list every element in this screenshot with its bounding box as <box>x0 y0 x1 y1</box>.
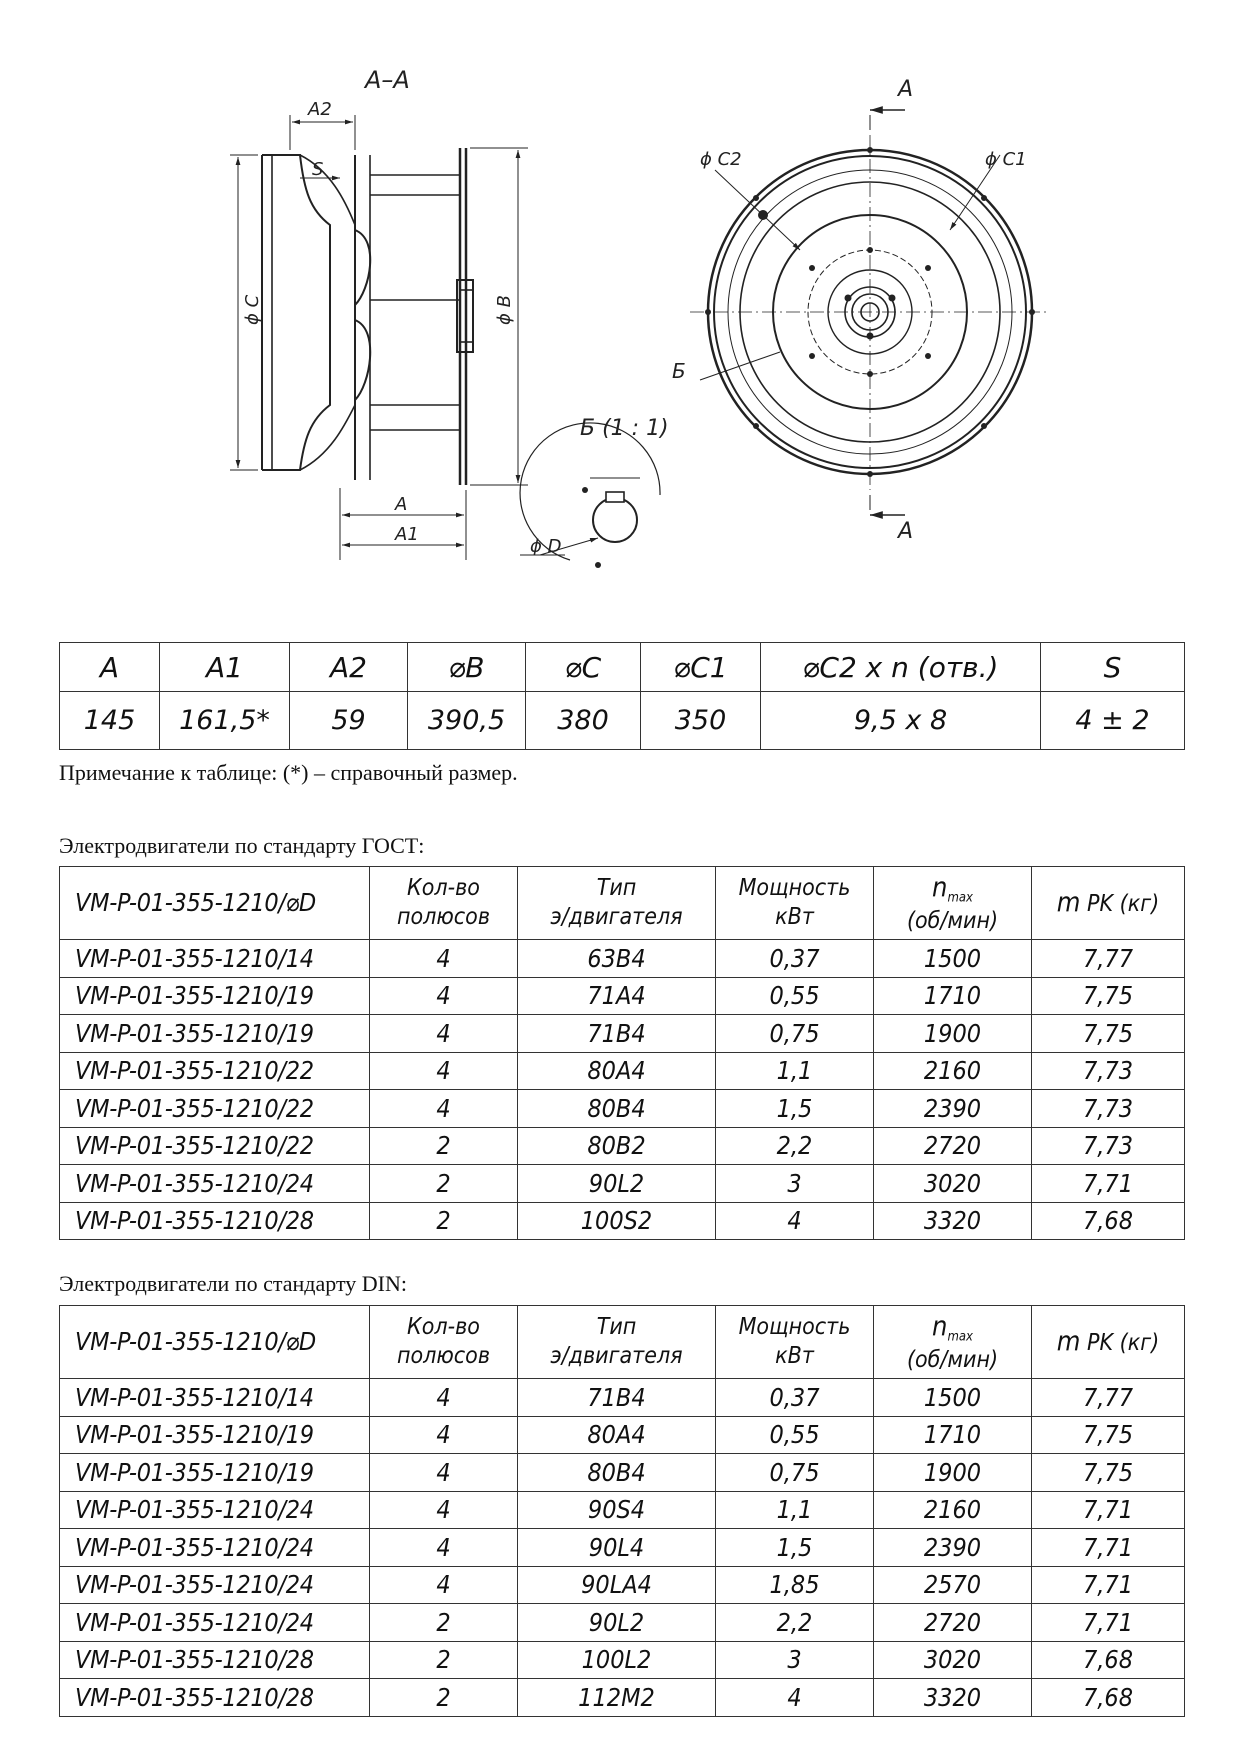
gost-header-mass <box>1032 867 1185 940</box>
din-cell-mass: 7,68 <box>1032 1679 1185 1717</box>
gost-header-power-l1: Мощность <box>738 875 851 902</box>
gost-cell-mass: 7,75 <box>1032 1015 1185 1053</box>
dim-value-c2: 9,5 x 8 <box>761 692 1041 750</box>
gost-cell-model: VM-P-01-355-1210/19 <box>60 1015 370 1053</box>
front-view <box>690 110 1050 515</box>
detail-title: Б (1 : 1) <box>580 416 669 441</box>
din-cell-motor-type: 90S4 <box>518 1491 716 1529</box>
gost-header-poles-l1: Кол-во <box>407 875 480 902</box>
dim-header-c: ⌀C <box>526 643 641 692</box>
din-table-row <box>60 1416 1185 1454</box>
label-b: ϕ B <box>494 295 515 325</box>
gost-header-type-l1: Тип <box>596 875 637 902</box>
din-header-mass-m: m <box>1056 1326 1081 1358</box>
dim-header-a1: A1 <box>160 643 290 692</box>
dim-value-b: 390,5 <box>408 692 526 750</box>
gost-cell-mass: 7,75 <box>1032 977 1185 1015</box>
table-note: Примечание к таблице: (*) – справочный размер. <box>59 760 518 785</box>
din-header-speed <box>874 1306 1032 1379</box>
gost-cell-speed: 3320 <box>874 1202 1032 1240</box>
din-cell-motor-type: 112M2 <box>518 1679 716 1717</box>
din-cell-poles: 2 <box>370 1604 518 1642</box>
din-cell-model: VM-P-01-355-1210/14 <box>60 1379 370 1417</box>
dim-header-s: S <box>1041 643 1185 692</box>
gost-cell-power: 4 <box>716 1202 874 1240</box>
din-cell-power: 0,37 <box>716 1379 874 1417</box>
gost-header-speed <box>874 867 1032 940</box>
technical-drawing <box>0 0 1241 620</box>
gost-table-row <box>60 1090 1185 1128</box>
din-table-row <box>60 1529 1185 1567</box>
dim-value-c: 380 <box>526 692 641 750</box>
section-title: A–A <box>365 66 410 94</box>
gost-motor-table <box>59 866 1185 1240</box>
din-cell-speed: 1710 <box>874 1416 1032 1454</box>
din-motor-table <box>59 1305 1185 1717</box>
gost-cell-poles: 4 <box>370 1090 518 1128</box>
gost-header-speed-unit: (об/мин) <box>906 907 999 934</box>
label-a: A <box>395 494 408 515</box>
gost-cell-speed: 3020 <box>874 1165 1032 1203</box>
din-cell-power: 1,1 <box>716 1491 874 1529</box>
gost-header-model: VM-P-01-355-1210/⌀D <box>60 867 370 940</box>
din-cell-speed: 2720 <box>874 1604 1032 1642</box>
din-cell-power: 4 <box>716 1679 874 1717</box>
din-cell-mass: 7,71 <box>1032 1491 1185 1529</box>
din-header-type-l2: э/двигателя <box>550 1343 683 1369</box>
label-a1: A1 <box>395 524 419 545</box>
din-header-speed-n: n <box>932 1310 948 1342</box>
gost-cell-power: 2,2 <box>716 1127 874 1165</box>
din-cell-motor-type: 90L4 <box>518 1529 716 1567</box>
gost-header-mass-unit: PK (кг) <box>1087 891 1160 918</box>
din-cell-power: 2,2 <box>716 1604 874 1642</box>
gost-cell-mass: 7,68 <box>1032 1202 1185 1240</box>
label-c2: ϕ C2 <box>700 149 742 170</box>
gost-cell-poles: 4 <box>370 940 518 978</box>
gost-cell-motor-type: 80B4 <box>518 1090 716 1128</box>
gost-header-speed-n: n <box>932 871 948 903</box>
din-cell-model: VM-P-01-355-1210/28 <box>60 1679 370 1717</box>
din-header-power-l1: Мощность <box>738 1314 851 1341</box>
din-cell-mass: 7,71 <box>1032 1566 1185 1604</box>
din-cell-speed: 2570 <box>874 1566 1032 1604</box>
gost-cell-power: 1,5 <box>716 1090 874 1128</box>
din-cell-motor-type: 100L2 <box>518 1641 716 1679</box>
din-cell-power: 0,55 <box>716 1416 874 1454</box>
label-s: S <box>312 159 324 180</box>
dimensions-header-row <box>60 643 1185 692</box>
din-cell-poles: 2 <box>370 1679 518 1717</box>
gost-cell-motor-type: 80B2 <box>518 1127 716 1165</box>
din-cell-poles: 4 <box>370 1566 518 1604</box>
dim-header-b: ⌀B <box>408 643 526 692</box>
din-cell-model: VM-P-01-355-1210/24 <box>60 1604 370 1642</box>
gost-cell-speed: 2160 <box>874 1052 1032 1090</box>
gost-cell-model: VM-P-01-355-1210/22 <box>60 1090 370 1128</box>
gost-cell-poles: 4 <box>370 1015 518 1053</box>
din-cell-motor-type: 90L2 <box>518 1604 716 1642</box>
din-cell-speed: 2160 <box>874 1491 1032 1529</box>
din-cell-model: VM-P-01-355-1210/24 <box>60 1491 370 1529</box>
gost-table-row <box>60 1015 1185 1053</box>
gost-cell-motor-type: 71B4 <box>518 1015 716 1053</box>
gost-table-row <box>60 1165 1185 1203</box>
din-table-row <box>60 1491 1185 1529</box>
din-cell-power: 0,75 <box>716 1454 874 1492</box>
dim-value-s: 4 ± 2 <box>1041 692 1185 750</box>
gost-cell-model: VM-P-01-355-1210/24 <box>60 1165 370 1203</box>
gost-header-poles-l2: полюсов <box>396 904 491 930</box>
gost-cell-speed: 1900 <box>874 1015 1032 1053</box>
din-cell-mass: 7,75 <box>1032 1454 1185 1492</box>
din-cell-poles: 4 <box>370 1454 518 1492</box>
din-header-speed-unit: (об/мин) <box>906 1346 999 1373</box>
din-header-mass <box>1032 1306 1185 1379</box>
gost-cell-poles: 2 <box>370 1127 518 1165</box>
gost-table-row <box>60 977 1185 1015</box>
din-cell-model: VM-P-01-355-1210/19 <box>60 1454 370 1492</box>
gost-cell-model: VM-P-01-355-1210/28 <box>60 1202 370 1240</box>
dim-value-a: 145 <box>60 692 160 750</box>
gost-header-row <box>60 867 1185 940</box>
gost-caption: Электродвигатели по стандарту ГОСТ: <box>59 833 425 858</box>
din-cell-model: VM-P-01-355-1210/24 <box>60 1566 370 1604</box>
din-cell-speed: 1500 <box>874 1379 1032 1417</box>
section-view <box>230 115 528 560</box>
label-d: ϕ D <box>530 536 562 557</box>
din-table-row <box>60 1379 1185 1417</box>
din-cell-mass: 7,75 <box>1032 1416 1185 1454</box>
din-cell-power: 3 <box>716 1641 874 1679</box>
gost-header-speed-sub: max <box>947 890 973 906</box>
gost-table-row <box>60 1127 1185 1165</box>
gost-cell-model: VM-P-01-355-1210/14 <box>60 940 370 978</box>
gost-cell-mass: 7,73 <box>1032 1090 1185 1128</box>
gost-cell-poles: 4 <box>370 1052 518 1090</box>
cut-label-top: A <box>898 77 914 102</box>
gost-cell-power: 1,1 <box>716 1052 874 1090</box>
din-table-row <box>60 1604 1185 1642</box>
din-cell-power: 1,5 <box>716 1529 874 1567</box>
gost-header-power <box>716 867 874 940</box>
din-table-row <box>60 1566 1185 1604</box>
din-cell-speed: 1900 <box>874 1454 1032 1492</box>
din-cell-model: VM-P-01-355-1210/19 <box>60 1416 370 1454</box>
din-table-row <box>60 1454 1185 1492</box>
gost-cell-speed: 2720 <box>874 1127 1032 1165</box>
din-cell-motor-type: 80A4 <box>518 1416 716 1454</box>
gost-cell-power: 3 <box>716 1165 874 1203</box>
dimensions-table <box>59 642 1185 750</box>
gost-cell-model: VM-P-01-355-1210/19 <box>60 977 370 1015</box>
din-header-type <box>518 1306 716 1379</box>
gost-cell-motor-type: 90L2 <box>518 1165 716 1203</box>
dim-header-a2: A2 <box>290 643 408 692</box>
cut-label-bottom: A <box>898 519 914 544</box>
gost-cell-power: 0,75 <box>716 1015 874 1053</box>
dim-header-c2: ⌀C2 x n (отв.) <box>761 643 1041 692</box>
gost-cell-model: VM-P-01-355-1210/22 <box>60 1052 370 1090</box>
gost-cell-mass: 7,73 <box>1032 1052 1185 1090</box>
label-detail: Б <box>672 359 686 383</box>
din-cell-speed: 2390 <box>874 1529 1032 1567</box>
din-header-poles-l2: полюсов <box>396 1343 491 1369</box>
din-cell-poles: 4 <box>370 1491 518 1529</box>
dim-header-c1: ⌀C1 <box>641 643 761 692</box>
din-cell-poles: 4 <box>370 1379 518 1417</box>
gost-cell-motor-type: 71A4 <box>518 977 716 1015</box>
gost-header-poles <box>370 867 518 940</box>
gost-cell-motor-type: 100S2 <box>518 1202 716 1240</box>
dim-value-c1: 350 <box>641 692 761 750</box>
gost-cell-power: 0,37 <box>716 940 874 978</box>
din-cell-mass: 7,77 <box>1032 1379 1185 1417</box>
din-cell-motor-type: 71B4 <box>518 1379 716 1417</box>
gost-cell-poles: 4 <box>370 977 518 1015</box>
dim-header-a: A <box>60 643 160 692</box>
din-cell-mass: 7,71 <box>1032 1529 1185 1567</box>
gost-cell-speed: 1500 <box>874 940 1032 978</box>
din-header-poles <box>370 1306 518 1379</box>
din-cell-motor-type: 90LA4 <box>518 1566 716 1604</box>
din-header-poles-l1: Кол-во <box>407 1314 480 1341</box>
din-caption: Электродвигатели по стандарту DIN: <box>59 1271 407 1296</box>
gost-cell-poles: 2 <box>370 1165 518 1203</box>
din-cell-model: VM-P-01-355-1210/28 <box>60 1641 370 1679</box>
gost-cell-mass: 7,73 <box>1032 1127 1185 1165</box>
din-cell-mass: 7,71 <box>1032 1604 1185 1642</box>
gost-cell-model: VM-P-01-355-1210/22 <box>60 1127 370 1165</box>
din-cell-model: VM-P-01-355-1210/24 <box>60 1529 370 1567</box>
gost-cell-motor-type: 63B4 <box>518 940 716 978</box>
gost-header-mass-m: m <box>1056 887 1081 919</box>
dim-value-a2: 59 <box>290 692 408 750</box>
gost-cell-speed: 1710 <box>874 977 1032 1015</box>
din-header-row <box>60 1306 1185 1379</box>
gost-header-type-l2: э/двигателя <box>550 904 683 930</box>
din-cell-speed: 3020 <box>874 1641 1032 1679</box>
gost-header-power-l2: кВт <box>775 904 814 930</box>
din-cell-motor-type: 80B4 <box>518 1454 716 1492</box>
label-a2: A2 <box>308 99 332 120</box>
din-header-speed-sub: max <box>947 1329 973 1345</box>
dim-value-a1: 161,5* <box>160 692 290 750</box>
din-table-row <box>60 1679 1185 1717</box>
gost-cell-poles: 2 <box>370 1202 518 1240</box>
din-cell-power: 1,85 <box>716 1566 874 1604</box>
label-c: ϕ C <box>242 294 263 325</box>
din-cell-mass: 7,68 <box>1032 1641 1185 1679</box>
din-cell-poles: 4 <box>370 1529 518 1567</box>
gost-cell-mass: 7,77 <box>1032 940 1185 978</box>
gost-cell-speed: 2390 <box>874 1090 1032 1128</box>
din-cell-poles: 4 <box>370 1416 518 1454</box>
gost-cell-power: 0,55 <box>716 977 874 1015</box>
din-cell-speed: 3320 <box>874 1679 1032 1717</box>
gost-cell-motor-type: 80A4 <box>518 1052 716 1090</box>
gost-cell-mass: 7,71 <box>1032 1165 1185 1203</box>
din-header-mass-unit: PK (кг) <box>1087 1330 1160 1357</box>
gost-table-row <box>60 940 1185 978</box>
din-cell-poles: 2 <box>370 1641 518 1679</box>
gost-header-type <box>518 867 716 940</box>
din-header-model: VM-P-01-355-1210/⌀D <box>60 1306 370 1379</box>
label-c1: ϕ C1 <box>985 149 1027 170</box>
din-header-power <box>716 1306 874 1379</box>
din-header-type-l1: Тип <box>596 1314 637 1341</box>
gost-table-row <box>60 1202 1185 1240</box>
gost-table-row <box>60 1052 1185 1090</box>
din-header-power-l2: кВт <box>775 1343 814 1369</box>
din-table-row <box>60 1641 1185 1679</box>
dimensions-value-row <box>60 692 1185 750</box>
